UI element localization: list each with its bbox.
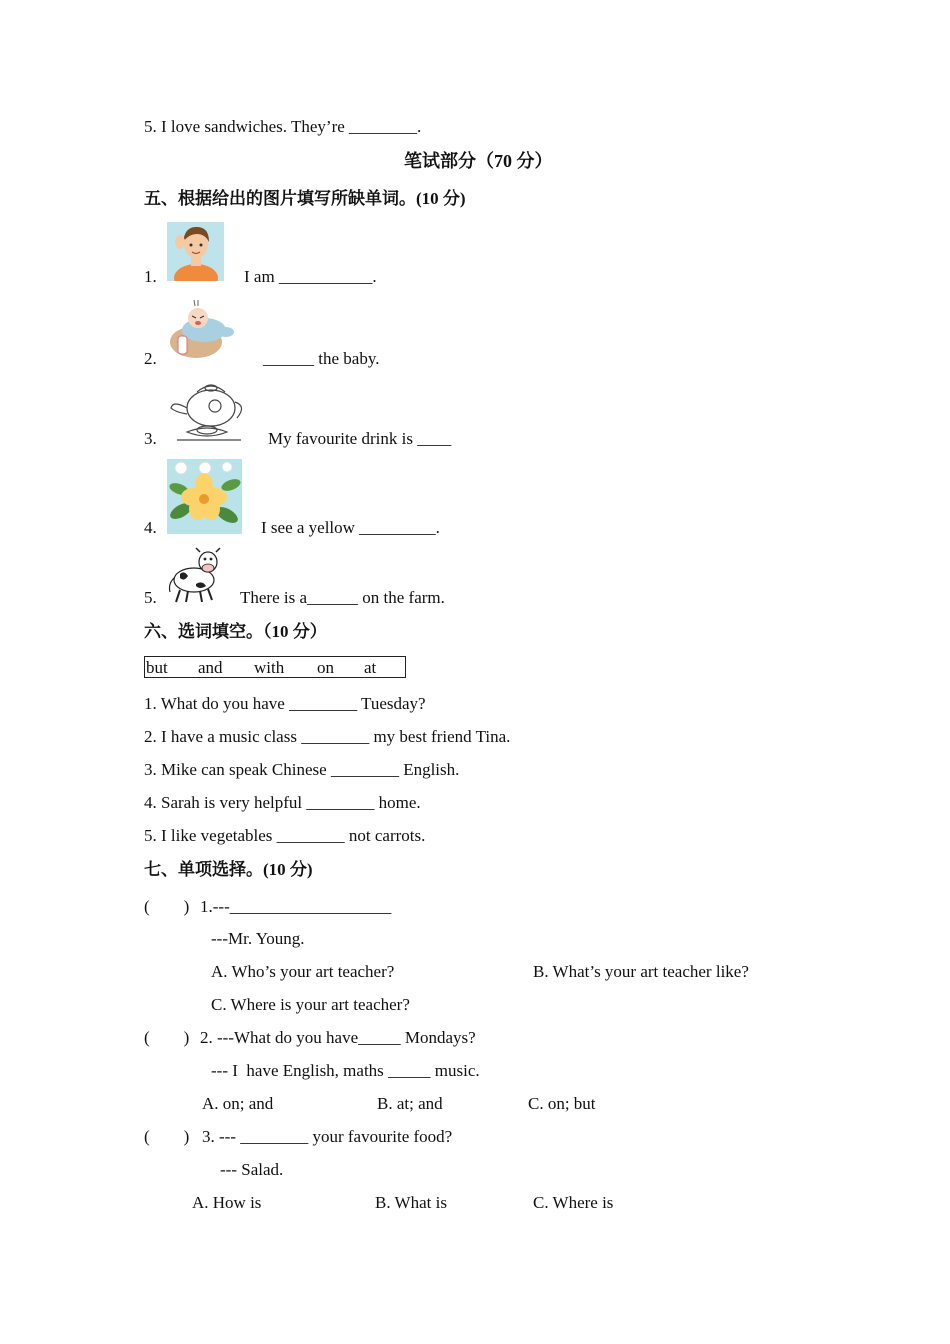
- s5-item5-text: There is a______ on the farm.: [240, 588, 445, 607]
- baby-icon: [168, 296, 240, 362]
- s5-item1-number: 1.: [144, 267, 157, 286]
- s5-item2-text: ______ the baby.: [263, 349, 380, 368]
- s5-item2-number: 2.: [144, 349, 157, 368]
- section6-title: 六、选词填空。（10 分）: [144, 622, 327, 641]
- word-bank-word: and: [198, 658, 223, 677]
- s5-item5-number: 5.: [144, 588, 157, 607]
- s5-item1-text: I am ___________.: [244, 267, 377, 286]
- q2-answer-bracket: ( ): [144, 1028, 190, 1047]
- q1-option-a: A. Who’s your art teacher?: [211, 962, 395, 981]
- s6-item2: 2. I have a music class ________ my best friend Tina.: [144, 727, 511, 746]
- q2-option-b: B. at; and: [377, 1094, 443, 1113]
- s5-item3-text: My favourite drink is ____: [268, 429, 452, 448]
- q1-answer-bracket: ( ): [144, 897, 190, 916]
- q2-answer-line: --- I have English, maths _____ music.: [211, 1061, 480, 1080]
- section7-title: 七、单项选择。(10 分): [144, 860, 313, 879]
- s5-item3-number: 3.: [144, 429, 157, 448]
- q1-stem: 1.---___________________: [200, 897, 392, 916]
- q3-answer-line: --- Salad.: [220, 1160, 284, 1179]
- q3-stem: 3. --- ________ your favourite food?: [202, 1127, 453, 1146]
- word-bank-word: on: [317, 658, 334, 677]
- cow-icon: [166, 546, 224, 604]
- word-bank-word: but: [146, 658, 168, 677]
- previous-question-5: 5. I love sandwiches. They’re ________.: [144, 117, 422, 136]
- word-bank-word: at: [364, 658, 377, 677]
- s6-item3: 3. Mike can speak Chinese ________ English.: [144, 760, 460, 779]
- q2-stem: 2. ---What do you have_____ Mondays?: [200, 1028, 476, 1047]
- s6-item4: 4. Sarah is very helpful ________ home.: [144, 793, 421, 812]
- q2-option-a: A. on; and: [202, 1094, 274, 1113]
- s5-item4-text: I see a yellow _________.: [261, 518, 440, 537]
- word-bank-word: with: [254, 658, 285, 677]
- word-bank-box: [144, 656, 406, 678]
- teapot-icon: [167, 378, 247, 446]
- q3-option-b: B. What is: [375, 1193, 447, 1212]
- s6-item1: 1. What do you have ________ Tuesday?: [144, 694, 426, 713]
- boy-icon: [167, 222, 224, 281]
- q3-option-a: A. How is: [192, 1193, 262, 1212]
- q3-option-c: C. Where is: [533, 1193, 614, 1212]
- q1-option-c: C. Where is your art teacher?: [211, 995, 410, 1014]
- q3-answer-bracket: ( ): [144, 1127, 190, 1146]
- section5-title: 五、根据给出的图片填写所缺单词。(10 分): [144, 189, 466, 208]
- s5-item4-number: 4.: [144, 518, 157, 537]
- written-part-title: 笔试部分（70 分）: [404, 151, 553, 171]
- q1-answer-line: ---Mr. Young.: [211, 929, 305, 948]
- q1-option-b: B. What’s your art teacher like?: [533, 962, 749, 981]
- s6-item5: 5. I like vegetables ________ not carrots.: [144, 826, 426, 845]
- q2-option-c: C. on; but: [528, 1094, 596, 1113]
- flower-icon: [167, 459, 242, 534]
